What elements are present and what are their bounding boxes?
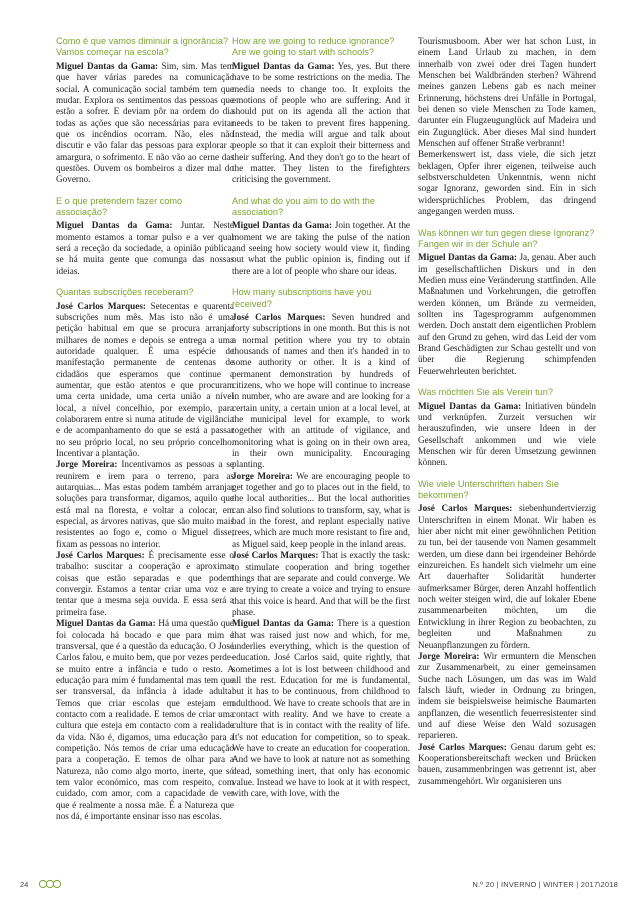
- question-1: How are we going to reduce ignorance? Are we going to start with schools?: [232, 36, 395, 58]
- question-2: And what do you aim to do with the association?: [232, 195, 376, 217]
- speaker-name: Miguel Dantas da Gama:: [232, 618, 334, 629]
- question-2: Was möchten Sie als Verein tun?: [418, 387, 553, 398]
- answer-text: Yes, yes. But there have to be some restrictions on the media. The media needs to change too. It exploits the emotions of people who are suffering. And it should put on its agenda all the action that needs to be taken to prevent fires happening. Instead, the media will argue and talk about people so that it can exploit their bitterness and their suffering. And they don't go to the heart of the matter. They listen to the firefighters criticising the government.: [232, 60, 410, 185]
- answer-paragraph: [418, 651, 596, 742]
- question-3: Wie viele Unterschriften haben Sie bekommen?: [418, 478, 559, 500]
- answer-text: Setecentas e quarenta subscrições num mês. Mas isto não é uma petição habitual em que se procura arranjar milhares de nomes e depois se entrega a uma autoridade qualquer. É uma espécie de manifestação permanente de centenas de cidadãos que esperamos que continue a aumentar, que estão atentos e que procuram uma certa unidade, uma certa união a nível local, a nível concelhio, por exemplo, para colaborarem entre si numa atitude de vigilância e de acompanhamento do que se está a passar no seu próprio local, no seu próprio concelho. Incentivar a plantação.: [56, 300, 234, 458]
- speaker-name: Miguel Dantas da Gama:: [232, 60, 335, 71]
- answer-paragraph: [56, 220, 234, 277]
- speaker-name: Miguel Dantas da Gama:: [56, 220, 173, 231]
- answer-text: Sim, sim. Mas tem que haver várias paredes na comunicação social. A comunicação social também tem que mudar. Explora os sentimentos das pessoas que estão a sofrer. E deviam pôr na ordem do dia todas as ações que são necessárias para evitar que os incêndios ocorram. Não, eles não discutir e vão falar das pessoas para explorar a amargura, o sofrimento. E não vão ao cerne das questões. Ouvem os bombeiros a dizer mal do Governo.: [56, 60, 234, 185]
- answer-paragraph: [56, 61, 234, 186]
- speaker-name: Jorge Moreira:: [56, 459, 118, 470]
- speaker-name: Miguel Dantas da Gama:: [418, 252, 518, 263]
- answer-paragraph: [232, 61, 410, 186]
- answer-paragraph: [56, 459, 234, 550]
- answer-paragraph: [232, 550, 410, 618]
- page-number: 24: [20, 880, 29, 889]
- answer-paragraph: [418, 401, 596, 469]
- answer-paragraph: [232, 312, 410, 471]
- answer-text: Initiativen bündeln und verknüpfen. Zurzeit versuchen wir herauszufinden, wie unsere Ideen in der Gesellschaft ankommen und wie viele Menschen wir für deren Umsetzung gewinnen können.: [418, 400, 597, 468]
- answer-text: Genau darum geht es: Kooperationsbereitschaft wecken und Brücken bauen, zusammenbringen was getrennt ist, aber zusammengehört. Wir organisieren uns: [418, 741, 596, 786]
- answer-text: We are encouraging people to get together and go to places out in the field, to the local authorities... But the local authorities can also find solutions to transform, say, what is bad in the forest, and replant especially native trees, which are much more resistant to fire and, as Miguel said, keep people in the inland areas.: [232, 470, 411, 549]
- speaker-name: Miguel Dantas da Gama:: [56, 618, 156, 629]
- answer-paragraph: [418, 503, 596, 650]
- answer-text: Ja, genau. Aber auch im gesellschaftlichen Diskurs und in den Medien muss eine Veränderung stattfinden. Alle Maßnahmen und Vorkehrungen, die getroffen werden können, um Brände zu vermeiden, sollten ins Tagesprogramm aufgenommen werden. Doch anstatt dem eigentlichen Problem auf den Grund zu gehen, wird das Leid der vom Brand Geschädigten zur Schau gestellt und von über die Regierung schimpfenden Feuerwehrleuten berichtet.: [418, 252, 596, 376]
- answer-text: Wir ermuntern die Menschen zur Zusammenarbeit, zu einer gemeinsamen Suche nach Lösungen, um das was im Wald falsch läuft, wieder in Ordnung zu bringen, indem sie beispielsweise heimische Baumarten anpflanzen, die wesentlich feuerresistenter sind und auf diese Weise den Wald sozusagen reparieren.: [418, 650, 596, 741]
- speaker-name: Miguel Dantas da Gama:: [418, 400, 522, 411]
- question-3: Quantas subscrições receberam?: [56, 287, 194, 298]
- speaker-name: José Carlos Marques:: [418, 741, 507, 752]
- english-column: [232, 36, 410, 800]
- intro-paragraph: Tourismusboom. Aber wer hat schon Lust, in einem Land Urlaub zu machen, in dem innerhalb von zwei oder drei Tagen hundert Menschen bei Waldbränden sterben? Während meines ganzen Lebens gab es nach meiner Erinnerung, höchstens drei Unfälle in Portugal, bei denen so viele Menschen zu Tode kamen, darunter ein Flugzeugunglück auf Madeira und ein Zugunglück. Aber dieses Mal sind hundert Menschen auf offener Straße verbrannt!: [418, 36, 596, 149]
- answer-paragraph: [232, 471, 410, 550]
- speaker-name: Jorge Moreira:: [418, 650, 480, 661]
- answer-text: Seven hundred and forty subscriptions in one month. But this is not a normal petition where you try to obtain thousands of names and then it's handed in to some authority or other. It is a kind of permanent demonstration by hundreds of citizens, who we hope will continue to increase in number, who are aware and are looking for a certain unity, a certain union at a local level, at the municipal level for example, to work together with an attitude of vigilance, and monitoring what is going on in their own area, in their own municipality. Encouraging planting.: [232, 311, 410, 470]
- issue-info: N.º 20 | INVERNO | WINTER | 2017\2018: [472, 880, 618, 889]
- intro-paragraph: Bemerkenswert ist, dass viele, die sich jetzt beklagen, Opfer ihrer eigenen, teilweise auch selbstverschuldeten Unkenntnis, wenn nicht sogar Ignoranz, geworden sind. Ein in sich widersprüchliches Problem, das dringend angegangen werden muss.: [418, 149, 596, 217]
- speaker-name: José Carlos Marques:: [232, 311, 326, 322]
- answer-text: É precisamente esse o trabalho: suscitar a cooperação e aproximar coisas que estão separadas e que podem convergir. Estamos a tentar criar uma voz e a tentar que a mesma seja ouvida. E essa será a primeira fase.: [56, 550, 234, 617]
- speaker-name: José Carlos Marques:: [418, 503, 513, 514]
- speaker-name: Miguel Dantas da Gama:: [232, 220, 333, 231]
- speaker-name: José Carlos Marques:: [56, 550, 145, 561]
- speaker-name: Miguel Dantas da Gama:: [56, 60, 159, 71]
- answer-paragraph: [418, 252, 596, 377]
- question-3: How many subscriptions have you received?: [232, 287, 372, 309]
- answer-text: Há uma questão que foi colocada há bocado e que para mim é transversal, que é a questão da educação. O José Carlos falou, e muito bem, que por vezes perde-se muito entre a infância e tudo o resto. A educação para mim é fundamental mas tem que ser transversal, da infância à idade adulta. Temos que criar escolas que estejam em contacto com a realidade. E temos de criar uma cultura que esteja em contacto com a realidade da vida. Não é, digamos, uma educação para a competição. Nós temos de criar uma educação para a cooperação. E temos de olhar para a Natureza, não como algo morto, inerte, que só tem valor económico, mas com respeito, com cuidado, com amor, com a capacidade de ver que é realmente a nossa mãe. É a Natureza que nos dá, é importante ensinar isso nas escolas.: [56, 618, 234, 821]
- answer-text: Join together. At the moment we are taking the pulse of the nation and seeing how society would view it, finding out what the public opinion is, finding out if there are a lot of people who share our ideas.: [232, 220, 410, 276]
- question-2: E o que pretendem fazer como associação?: [56, 195, 183, 217]
- speaker-name: Jorge Moreira:: [232, 470, 293, 481]
- speaker-name: José Carlos Marques:: [232, 550, 319, 561]
- answer-paragraph: [418, 742, 596, 787]
- answer-text: There is a question that was raised just now and which, for me, underlies everything, which is the question of education. José Carlos said, quite rightly, that sometimes a lot is lost between childhood and all the rest. Education for me is fundamental, but it has to be continuous, from childhood to adulthood. We have to create schools that are in contact with reality. And we have to create a culture that is in contact with the reality of life. It's not education for competition, so to speak. We have to create an education for cooperation. And we have to look at nature not as something dead, something inert, that only has economic value. Instead we have to look at it with respect, with care, with love, with the: [232, 618, 410, 799]
- answer-text: That is exactly the task: to stimulate cooperation and bring together things that are separate and could converge. We are trying to create a voice and trying to ensure that this voice is heard. And that will be the first phase.: [232, 550, 411, 617]
- answer-paragraph: [232, 618, 410, 800]
- question-1: Como é que vamos diminuir a ignorância? Vamos começar na escola?: [56, 36, 229, 58]
- answer-text: Incentivamos as pessoas a se reunirem e irem para o terreno, para as autarquias... Mas estas podem também arranjar soluções para transformar, digamos, aquilo que está mal na floresta, e voltar a colocar, em especial, as árvores nativas, que são muito mais resistentes ao fogo e, como o Miguel disse, fixam as pessoas no interior.: [56, 459, 234, 549]
- question-1: Was können wir tun gegen diese Ignoranz? Fangen wir in der Schule an?: [418, 227, 595, 249]
- portuguese-column: [56, 36, 234, 822]
- answer-paragraph: [56, 550, 234, 618]
- eco-logo-icon: [38, 878, 64, 890]
- answer-paragraph: [232, 220, 410, 277]
- answer-paragraph: [56, 301, 234, 460]
- german-column: [418, 36, 596, 787]
- answer-paragraph: [56, 618, 234, 822]
- answer-text: siebenhundertvierzig Unterschriften in einem Monat. Wir haben es hier aber nicht mit einer gewöhnlichen Petition zu tun, bei der tausende von Namen gesammelt werden, um diese dann bei irgendeiner Behörde einzureichen. Es handelt sich vielmehr um eine Art dauerhafter Solidarität hunderter aufmerksamer Bürger, deren Anzahl hoffentlich noch weiter steigen wird, die auf lokaler Ebene zusammenarbeiten möchten, um die Entwicklung in ihrer Region zu beobachten, zu begleiten und Maßnahmen zu Neuanpflanzungen zu fördern.: [418, 503, 596, 650]
- page-footer: [0, 878, 638, 892]
- answer-text: Juntar. Neste momento estamos a tomar pulso e a ver qual será a receção da sociedade, a opinião pública, se há muita gente que comunga das nossas ideias.: [56, 220, 234, 276]
- speaker-name: José Carlos Marques:: [56, 300, 146, 311]
